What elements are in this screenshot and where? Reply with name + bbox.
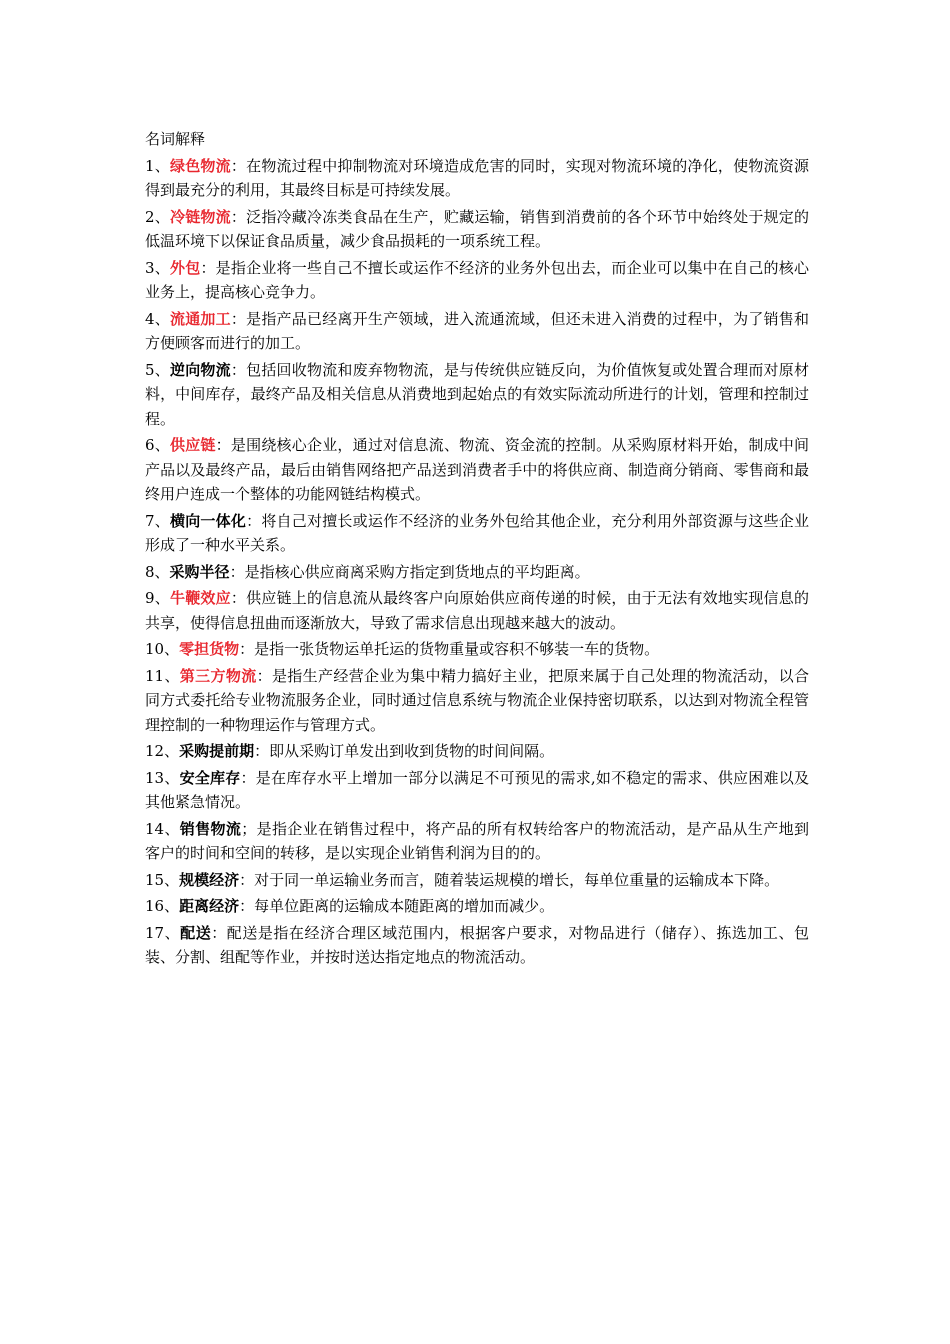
- entry-separator: ：: [230, 309, 247, 328]
- entry-term: 外包: [169, 258, 201, 277]
- definition-entry: [145, 894, 809, 919]
- definition-entry: [145, 509, 809, 558]
- entry-number: 10、: [145, 640, 180, 658]
- entry-term: 横向一体化: [169, 511, 247, 530]
- definition-entry: [145, 307, 809, 356]
- definition-entry: [145, 256, 809, 305]
- entry-separator: ：: [215, 436, 231, 454]
- definition-entry: [145, 637, 809, 662]
- entry-definition: 是围绕核心企业，通过对信息流、物流、资金流的控制。从采购原材料开始，制成中间产品以及最终产品，最后由销售网络把产品送到消费者手中的将供应商、制造商分销商、零售商和最终用户连成一个整体的功能网链结构模式。: [145, 436, 809, 503]
- entry-separator: ：: [229, 562, 245, 581]
- entry-term: 距离经济: [179, 897, 240, 915]
- entry-number: 6、: [145, 436, 170, 454]
- entry-definition: 配送是指在经济合理区域范围内，根据客户要求，对物品进行（储存）、拣选加工、包装、分割、组配等作业，并按时送达指定地点的物流活动。: [145, 923, 809, 966]
- definition-entry: [145, 868, 809, 893]
- entry-separator: ：: [230, 360, 247, 379]
- entry-separator: ：: [200, 258, 216, 277]
- entry-term: 冷链物流: [169, 207, 231, 226]
- entry-term: 销售物流: [179, 819, 242, 838]
- entry-number: 15、: [145, 870, 180, 889]
- entry-number: 3、: [145, 258, 170, 277]
- entry-definition: 泛指冷藏冷冻类食品在生产，贮藏运输，销售到消费前的各个环节中始终处于规定的低温环境下以保证食品质量，减少食品损耗的一项系统工程。: [145, 207, 809, 250]
- entry-separator: ：: [240, 768, 256, 787]
- entry-separator: ：: [246, 511, 262, 530]
- entry-definition: 是在库存水平上增加一部分以满足不可预见的需求,如不稳定的需求、供应困难以及其他紧急情况。: [145, 768, 809, 811]
- entry-definition: 是指生产经营企业为集中精力搞好主业，把原来属于自己处理的物流活动，以合同方式委托给专业物流服务企业，同时通过信息系统与物流企业保持密切联系，以达到对物流全程管理控制的一种物理运作与管理方式。: [145, 666, 809, 734]
- entry-number: 13、: [145, 768, 180, 787]
- definition-entry: [145, 817, 809, 866]
- document-heading: 名词解释: [145, 130, 206, 148]
- entry-number: 1、: [145, 156, 170, 175]
- entry-separator: ：: [230, 589, 247, 607]
- definition-list: [145, 154, 809, 970]
- entry-definition: 包括回收物流和废弃物物流，是与传统供应链反向，为价值恢复或处置合理而对原材料，中间库存，最终产品及相关信息从消费地到起始点的有效实际流动所进行的计划，管理和控制过程。: [145, 360, 809, 428]
- entry-separator: ：: [239, 870, 255, 889]
- entry-term: 逆向物流: [169, 360, 231, 379]
- entry-number: 2、: [145, 207, 170, 226]
- entry-definition: 将自己对擅长或运作不经济的业务外包给其他企业，充分利用外部资源与这些企业形成了一种水平关系。: [145, 511, 809, 554]
- definition-entry: [145, 358, 809, 432]
- entry-separator: ：: [254, 742, 270, 760]
- entry-definition: 是指企业在销售过程中，将产品的所有权转给客户的物流活动，是产品从生产地到客户的时间和空间的转移，是以实现企业销售利润为目的的。: [145, 819, 809, 862]
- entry-term: 绿色物流: [169, 156, 231, 175]
- definition-entry: [145, 766, 809, 815]
- entry-separator: ：: [239, 640, 255, 658]
- definition-entry: [145, 586, 809, 635]
- entry-term: 采购提前期: [179, 742, 255, 760]
- entry-definition: 对于同一单运输业务而言，随着装运规模的增长，每单位重量的运输成本下降。: [254, 870, 780, 889]
- entry-definition: 每单位距离的运输成本随距离的增加而减少。: [254, 897, 555, 915]
- entry-separator: ：: [211, 923, 227, 942]
- entry-number: 4、: [145, 309, 170, 328]
- entry-number: 7、: [145, 511, 170, 530]
- definition-entry: [145, 205, 809, 254]
- definition-entry: [145, 560, 809, 585]
- entry-definition: 是指一张货物运单托运的货物重量或容积不够装一车的货物。: [254, 640, 660, 658]
- definition-entry: [145, 433, 809, 507]
- document-body: [145, 127, 809, 972]
- definition-entry: [145, 154, 809, 203]
- entry-definition: 是指核心供应商离采购方指定到货地点的平均距离。: [244, 562, 590, 581]
- entry-number: 8、: [145, 562, 170, 581]
- entry-definition: 在物流过程中抑制物流对环境造成危害的同时，实现对物流环境的净化，使物流资源得到最充分的利用，其最终目标是可持续发展。: [145, 156, 809, 199]
- entry-separator: ；: [241, 819, 257, 838]
- entry-number: 12、: [145, 742, 180, 760]
- definition-entry: [145, 921, 809, 970]
- entry-definition: 是指企业将一些自己不擅长或运作不经济的业务外包出去，而企业可以集中在自己的核心业务上，提高核心竞争力。: [145, 258, 809, 301]
- entry-term: 配送: [180, 923, 212, 942]
- entry-term: 规模经济: [179, 870, 240, 889]
- entry-separator: ：: [230, 207, 247, 226]
- entry-separator: ：: [256, 666, 272, 685]
- entry-definition: 供应链上的信息流从最终客户向原始供应商传递的时候，由于无法有效地实现信息的共享，使得信息扭曲而逐渐放大，导致了需求信息出现越来越大的波动。: [145, 589, 809, 632]
- entry-number: 17、: [145, 923, 181, 942]
- entry-separator: ：: [239, 897, 255, 915]
- entry-number: 5、: [145, 360, 170, 379]
- entry-number: 9、: [145, 589, 170, 607]
- entry-term: 安全库存: [179, 768, 241, 787]
- definition-entry: [145, 739, 809, 764]
- entry-number: 14、: [145, 819, 180, 838]
- definition-entry: [145, 664, 809, 738]
- entry-term: 第三方物流: [179, 666, 257, 685]
- entry-term: 采购半径: [169, 562, 230, 581]
- entry-separator: ：: [230, 156, 247, 175]
- entry-number: 16、: [145, 897, 180, 915]
- entry-term: 供应链: [169, 436, 216, 454]
- entry-definition: 即从采购订单发出到收到货物的时间间隔。: [269, 742, 555, 760]
- entry-term: 零担货物: [179, 640, 240, 658]
- entry-number: 11、: [145, 666, 180, 685]
- entry-term: 牛鞭效应: [169, 589, 231, 607]
- entry-term: 流通加工: [169, 309, 231, 328]
- entry-definition: 是指产品已经离开生产领域，进入流通流域，但还未进入消费的过程中，为了销售和方便顾客而进行的加工。: [145, 309, 809, 352]
